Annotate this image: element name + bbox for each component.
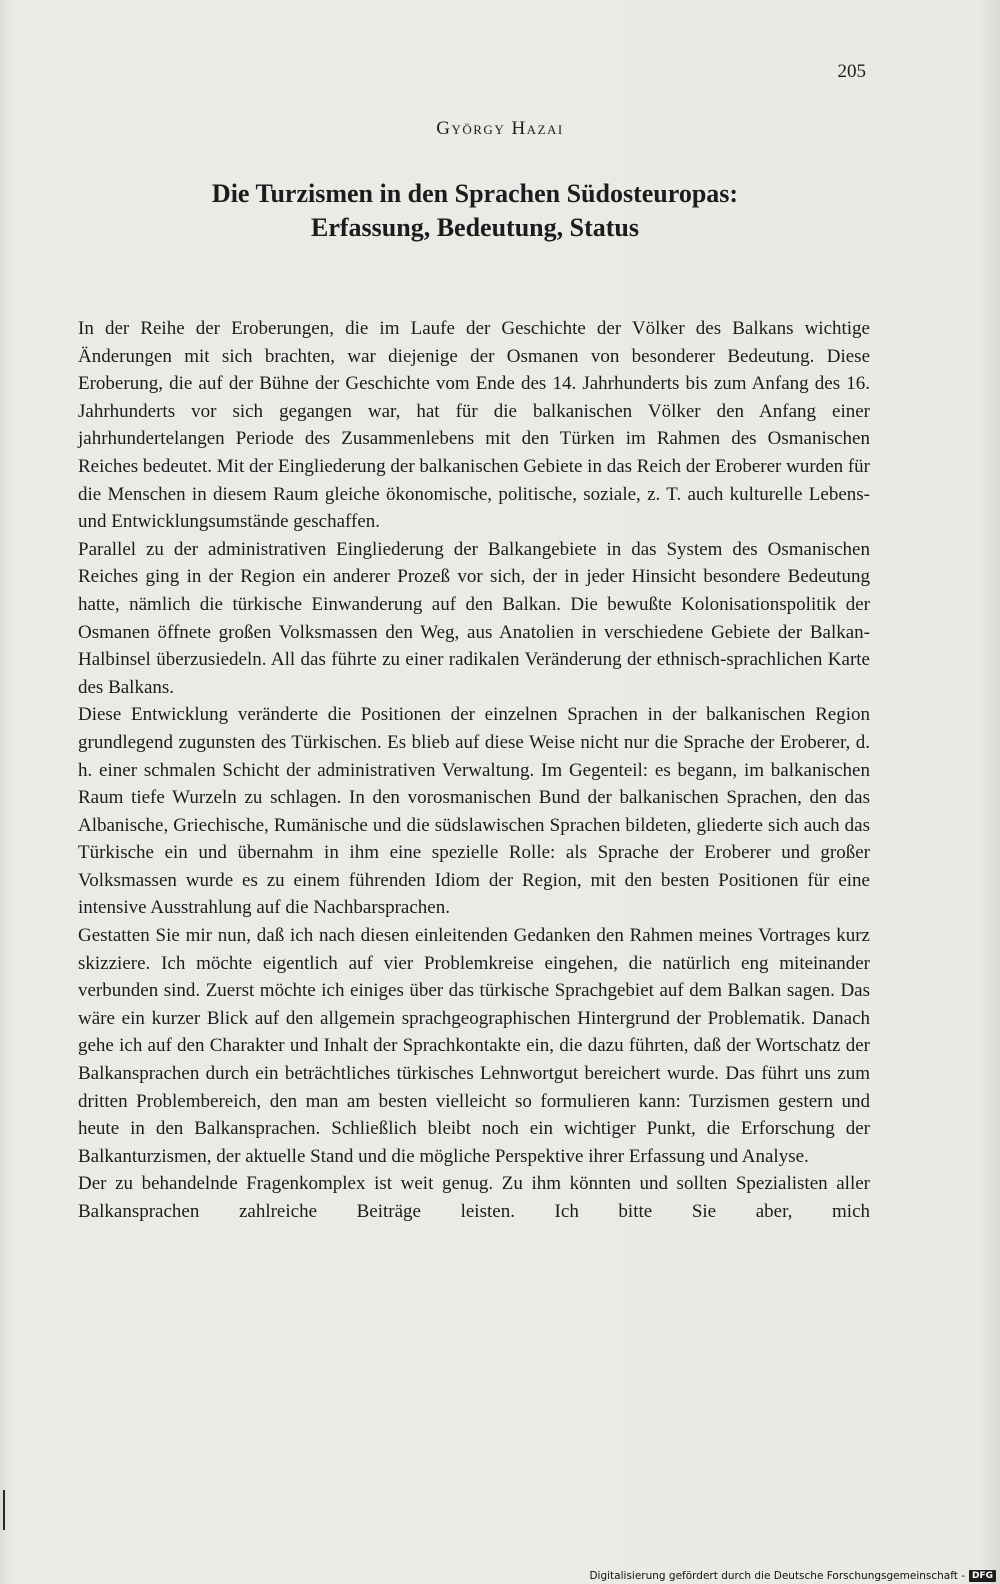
- article-body: [78, 315, 870, 1226]
- author-name: György Hazai: [436, 118, 564, 139]
- paragraph: Gestatten Sie mir nun, daß ich nach diesen einleitenden Gedanken den Rahmen meines Vortrages kurz skizziere. Ich möchte eigentlich auf vier Problemkreise eingehen, die natürlich eng miteinander verbunden sind. Zuerst möchte ich einiges über das türkische Sprachgebiet auf dem Balkan sagen. Das wäre ein kurzer Blick auf den allgemein sprachgeographischen Hintergrund der Problematik. Danach gehe ich auf den Charakter und Inhalt der Sprachkontakte ein, die dazu führten, daß der Wortschatz der Balkansprachen durch ein beträchtliches türkisches Lehnwortgut bereichert wurde. Das führt uns zum dritten Problembereich, den man am besten vielleicht so formulieren kann: Turzismen gestern und heute in den Balkansprachen. Schließlich bleibt noch ein wichtiger Punkt, die Erforschung der Balkanturzismen, der aktuelle Stand und die mögliche Perspektive ihrer Erfassung und Analyse.: [78, 925, 870, 1167]
- paragraph: In der Reihe der Eroberungen, die im Laufe der Geschichte der Völker des Balkans wichtige Änderungen mit sich brachten, war diejenige der Osmanen von besonderer Bedeutung. Diese Eroberung, die auf der Bühne der Geschichte vom Ende des 14. Jahrhunderts bis zum Anfang des 16. Jahrhunderts vor sich gegangen war, hat für die balkanischen Völker den Anfang einer jahrhundertelangen Periode des Zusammenlebens mit den Türken im Rahmen des Osmanischen Reiches bedeutet. Mit der Eingliederung der balkanischen Gebiete in das Reich der Eroberer wurden für die Menschen in diesem Raum gleiche ökonomische, politische, soziale, z. T. auch kulturelle Lebens- und Entwicklungsumstände geschaffen.: [78, 318, 870, 533]
- article-title: [80, 177, 870, 245]
- paragraph: Parallel zu der administrativen Eingliederung der Balkangebiete in das System des Osmanischen Reiches ging in der Region ein anderer Prozeß vor sich, der in jeder Hinsicht besondere Bedeutung hatte, nämlich die türkische Einwanderung auf den Balkan. Die bewußte Kolonisationspolitik der Osmanen öffnete großen Volksmassen den Weg, aus Anatolien in verschiedene Gebiete der Balkan-Halbinsel überzusiedeln. All das führte zu einer radikalen Veränderung der ethnisch-sprachlichen Karte des Balkans.: [78, 538, 870, 698]
- credit-text: Digitalisierung gefördert durch die Deutsche Forschungsgemeinschaft -: [589, 1570, 965, 1582]
- dfg-logo: DFG: [969, 1570, 996, 1582]
- scan-edge-mark: [3, 1490, 5, 1530]
- paragraph-last: Der zu behandelnde Fragenkomplex ist weit genug. Zu ihm könnten und sollten Spezialisten aller Balkansprachen zahlreiche Beiträge leisten. Ich bitte Sie aber, mich: [78, 1173, 870, 1222]
- digitization-credit: [589, 1570, 996, 1582]
- title-line-1: Die Turzismen in den Sprachen Südosteuropas:: [211, 179, 739, 208]
- paragraph: Diese Entwicklung veränderte die Positionen der einzelnen Sprachen in der balkanischen Region grundlegend zugunsten des Türkischen. Es blieb auf diese Weise nicht nur die Sprache der Eroberer, d. h. einer schmalen Schicht der administrativen Verwaltung. Im Gegenteil: es begann, im balkanischen Raum tiefe Wurzeln zu schlagen. In den vorosmanischen Bund der balkanischen Sprachen, den das Albanische, Griechische, Rumänische und die südslawischen Sprachen bildeten, gliederte sich auch das Türkische ein und übernahm in ihm eine spezielle Rolle: als Sprache der Eroberer und großer Volksmassen wurde es zu einem führenden Idiom der Region, mit den besten Positionen für eine intensive Ausstrahlung auf die Nachbarsprachen.: [78, 704, 870, 919]
- title-line-2: Erfassung, Bedeutung, Status: [311, 213, 639, 242]
- page-number: 205: [837, 61, 866, 82]
